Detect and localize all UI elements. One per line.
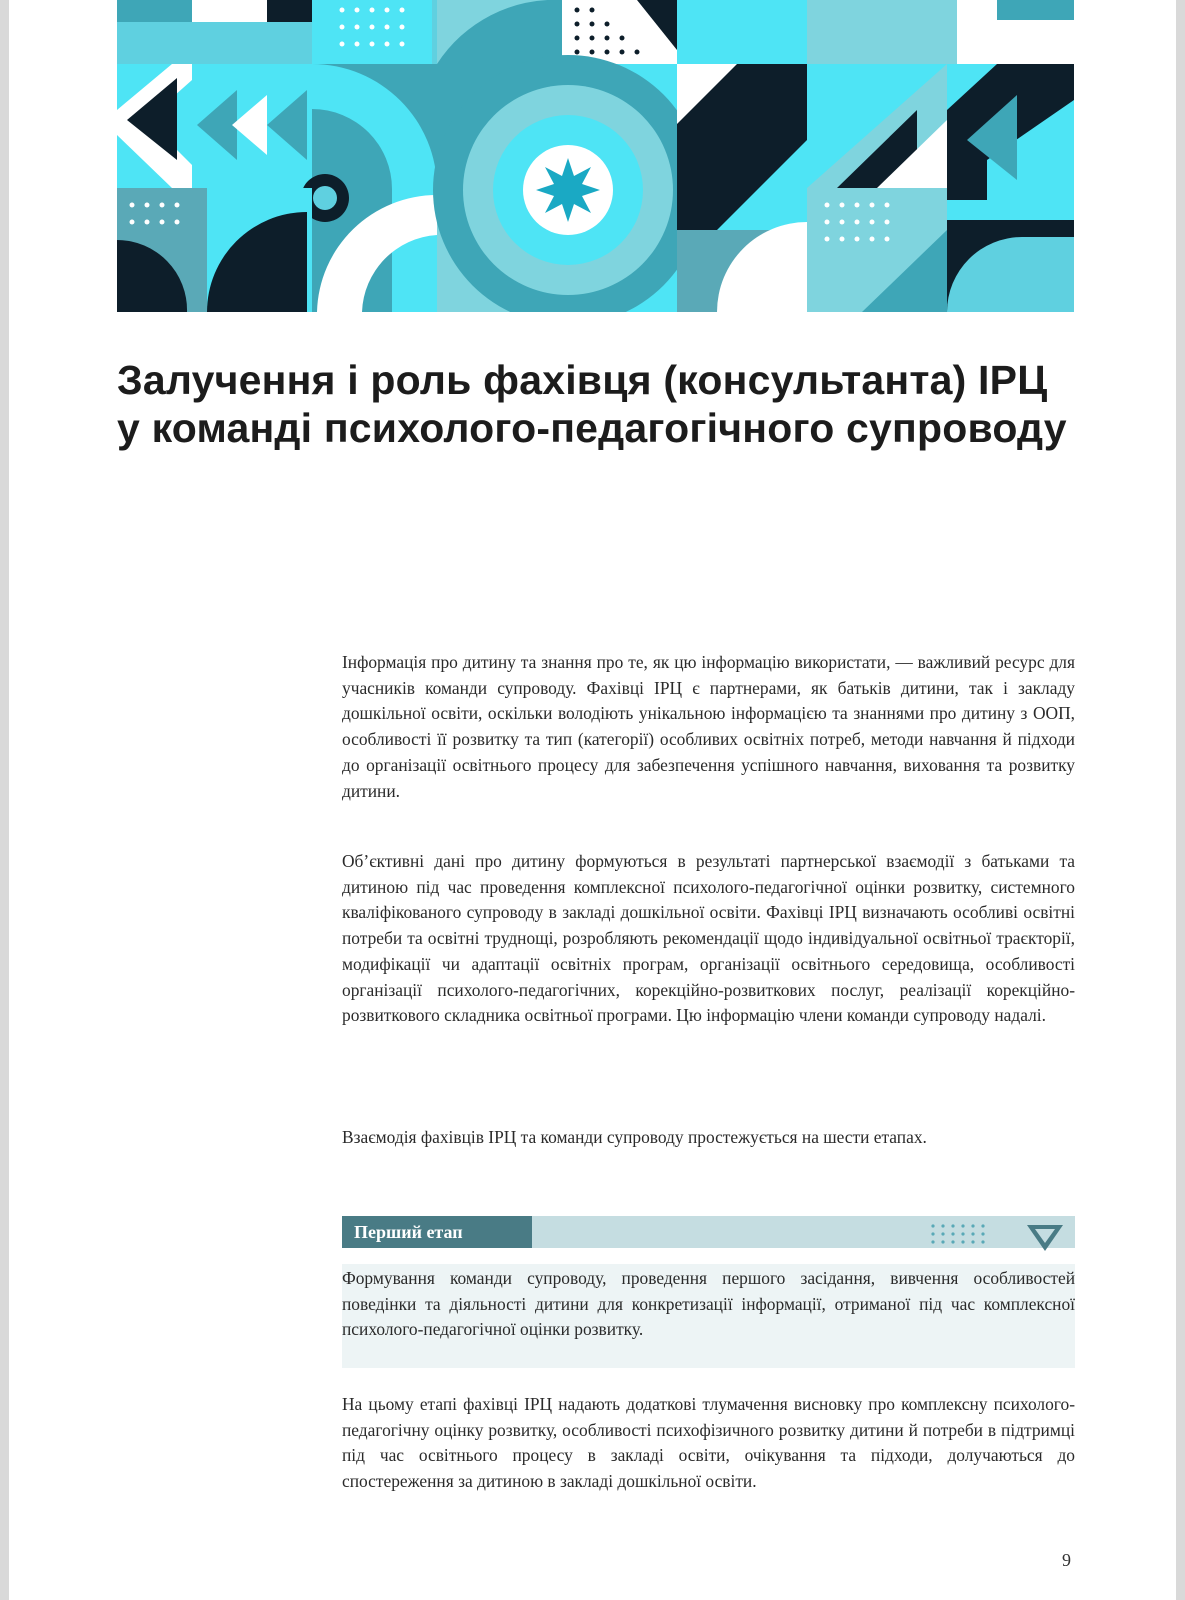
dots-decoration-icon <box>930 1223 1000 1247</box>
page-number: 9 <box>1062 1550 1071 1570</box>
stage-header-bar <box>342 1216 1075 1248</box>
geometric-pattern-image <box>117 0 1074 312</box>
triangle-down-icon <box>1025 1223 1065 1257</box>
stage-description: На цьому етапі фахівці ІРЦ надають додаткові тлумачення висновку про комплексну психолого-педагогічну оцінку розвитку, особливості психофізичного розвитку дитини й потреби в підтримці під час освітнього процесу в закладі освіти, очікування та підходи, долучаються до спостереження за дитиною в закладі дошкільної освіти. <box>342 1394 1075 1492</box>
document-page <box>9 0 1176 1600</box>
stage-title: Перший етап <box>342 1216 532 1248</box>
paragraph-intro: Інформація про дитину та знання про те, як цю інформацію використати, — важливий ресурс для учасників команди супроводу. Фахівці ІРЦ є партнерами, як батьків дитини, так і закладу дошкільної освіти, оскільки володіють унікальною інформацією та знаннями про дитину з ООП, особливості її розвитку та тип (категорії) особливих освітніх потреб, методи навчання й підходи до організації освітнього процесу для забезпечення успішного навчання, виховання та розвитку дитини. <box>342 652 1075 801</box>
paragraph-stages: Взаємодія фахівців ІРЦ та команди супроводу простежується на шести етапах. <box>342 1127 927 1147</box>
page-title: Залучення і роль фахівця (консультанта) ІРЦ у команді психолого-педагогічного супроводу <box>117 357 1067 451</box>
stage-highlight-text: Формування команди супроводу, проведення першого засідання, вивчення особливостей поведінки та діяльності дитини для конкретизації інформації, отриманої під час комплексної психолого-педагогічної оцінки розвитку. <box>342 1268 1075 1340</box>
decorative-pattern-banner <box>117 0 1074 312</box>
paragraph-objective-data: Об’єктивні дані про дитину формуються в результаті партнерської взаємодії з батьками та дитиною під час проведення комплексної психолого-педагогічної оцінки розвитку, системного кваліфікованого супроводу в закладі дошкільної освіти. Фахівці ІРЦ визначають особливі освітні потреби та освітні труднощі, розробляють рекомендації щодо індивідуальної освітньої траєкторії, модифікації чи адаптації освітніх програм, організації освітнього середовища, особливості організації психолого-педагогічних, корекційно-розвиткових послуг, реалізації корекційно-розвиткового складника освітньої програми. Цю інформацію члени команди супроводу надалі. <box>342 851 1075 1026</box>
